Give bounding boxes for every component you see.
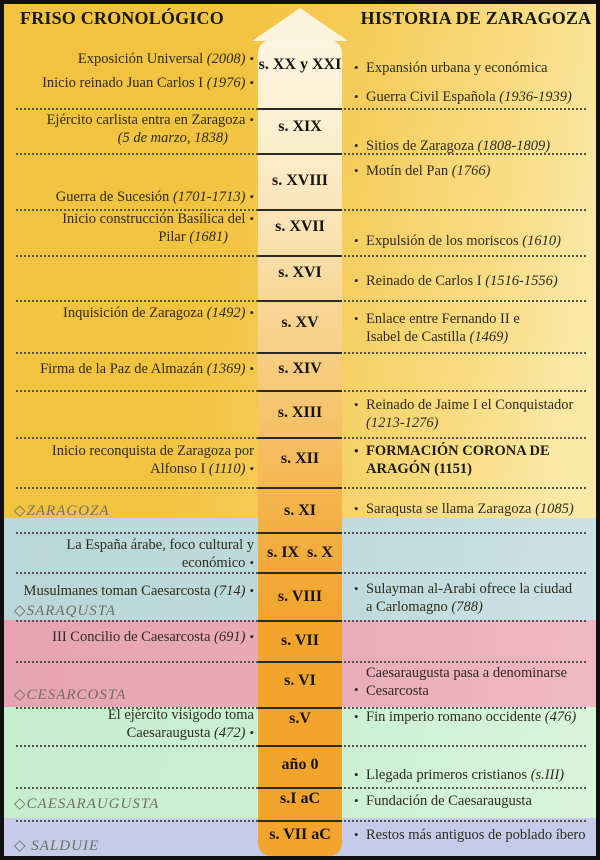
- century-label: s. XIV: [278, 360, 322, 377]
- timeline-rung: [258, 661, 342, 663]
- bullet-icon: [245, 461, 254, 477]
- event-right: • Reinado de Carlos I (1516-1556): [352, 272, 600, 290]
- left-column-title: FRISO CRONOLÓGICO: [20, 8, 224, 28]
- event-right: • Enlace entre Fernando II e Isabel de Castilla (1469): [352, 310, 600, 346]
- event-left: Musulmanes toman Caesarcosta (714)•: [0, 582, 254, 600]
- event-right: • Expulsión de los moriscos (1610): [352, 232, 600, 250]
- epoch-label-salduie: ◇ SALDUIE: [14, 838, 100, 854]
- bullet-icon: [245, 75, 254, 91]
- bullet-icon: [245, 305, 254, 321]
- timeline-column: [258, 40, 342, 856]
- event-right: • Sulayman al-Arabi ofrece la ciudad a Carlomagno (788): [352, 580, 600, 616]
- bullet-icon: [354, 682, 359, 699]
- event-right: • Motín del Pan (1766): [352, 162, 600, 180]
- century-label: s. XX y XXI: [258, 56, 342, 73]
- event-left: Inicio reconquista de Zaragoza por Alfonso I (1110)•: [0, 442, 254, 478]
- timeline-rung: [258, 437, 342, 439]
- timeline-rung: [258, 209, 342, 211]
- event-left: Ejército carlista entra en Zaragoza• (5 de marzo, 1838): [0, 111, 254, 147]
- century-label: s. VII: [281, 632, 319, 649]
- century-label: s. VIII: [277, 588, 323, 605]
- event-right: • Fundación de Caesaraugusta: [352, 792, 600, 810]
- event-right: • Reinado de Jaime I el Conquistador (1213-1276): [352, 396, 600, 432]
- century-label: s. XI: [283, 502, 316, 519]
- timeline-rung: [258, 487, 342, 489]
- century-label: s.I aC: [279, 790, 320, 807]
- bullet-icon: [245, 583, 254, 599]
- bullet-icon: [354, 501, 359, 518]
- epoch-label-caesaraugusta: ◇CAESARAUGUSTA: [14, 796, 160, 812]
- epoch-label-saraqusta: ◇SARAQUSTA: [14, 603, 117, 619]
- right-column-title: HISTORIA DE ZARAGOZA: [360, 8, 592, 28]
- bullet-icon: [354, 793, 359, 810]
- bullet-icon: [245, 112, 254, 128]
- century-label: s. XII: [280, 450, 320, 467]
- event-left: Exposición Universal (2008)•: [0, 50, 254, 68]
- bullet-icon: [354, 827, 359, 844]
- event-right: • Fin imperio romano occidente (476): [352, 708, 600, 726]
- bullet-icon: [354, 163, 359, 180]
- bullet-icon: [354, 397, 359, 414]
- bullet-icon: [354, 60, 359, 77]
- timeline-rung: [258, 255, 342, 257]
- century-label: s. XVII: [275, 218, 325, 235]
- event-right: • Saraqusta se llama Zaragoza (1085): [352, 500, 600, 518]
- bullet-icon: [354, 273, 359, 290]
- event-left: Inquisición de Zaragoza (1492)•: [0, 304, 254, 322]
- timeline-rung: [258, 390, 342, 392]
- event-left: Firma de la Paz de Almazán (1369)•: [0, 360, 254, 378]
- timeline-rung: [258, 300, 342, 302]
- bullet-icon: [354, 709, 359, 726]
- event-left: Inicio construcción Basílica del• Pilar (1681): [0, 210, 254, 246]
- event-right: • FORMACIÓN CORONA DE ARAGÓN (1151): [352, 442, 600, 478]
- bullet-icon: [245, 189, 254, 205]
- century-label: año 0: [281, 756, 319, 773]
- bullet-icon: [245, 629, 254, 645]
- bullet-icon: [245, 361, 254, 377]
- event-left: El ejército visigodo toma Caesaraugusta (472)•: [0, 706, 254, 742]
- bullet-icon: [245, 555, 254, 571]
- timeline-rung: [258, 820, 342, 822]
- event-right: • Caesaraugusta pasa a denominarse Cesarcosta: [352, 664, 600, 700]
- century-label: s. IX s. X: [267, 544, 333, 561]
- timeline-rung: [258, 745, 342, 747]
- event-left: La España árabe, foco cultural y económico•: [0, 536, 254, 572]
- event-right: • Llegada primeros cristianos (s.III): [352, 766, 600, 784]
- timeline-rung: [258, 532, 342, 534]
- century-label: s. XVI: [278, 264, 322, 281]
- epoch-label-zaragoza: ◇ZARAGOZA: [14, 503, 110, 519]
- timeline-rung: [258, 787, 342, 789]
- epoch-label-cesarcosta: ◇CESARCOSTA: [14, 687, 127, 703]
- bullet-icon: [354, 233, 359, 250]
- timeline-rung: [258, 108, 342, 110]
- bullet-icon: [354, 311, 359, 328]
- timeline-rung: [258, 572, 342, 574]
- bullet-icon: [354, 443, 359, 460]
- bullet-icon: [245, 51, 254, 67]
- century-label: s.V: [289, 710, 311, 727]
- timeline-rung: [258, 352, 342, 354]
- event-right: • Sitios de Zaragoza (1808-1809): [352, 137, 600, 155]
- event-left: Inicio reinado Juan Carlos I (1976)•: [0, 74, 254, 92]
- bullet-icon: [354, 581, 359, 598]
- event-right: • Restos más antiguos de poblado íbero: [352, 826, 600, 844]
- timeline-rung: [258, 707, 342, 709]
- century-label: s. XVIII: [271, 172, 328, 189]
- timeline-rung: [258, 620, 342, 622]
- event-left: Guerra de Sucesión (1701-1713)•: [0, 188, 254, 206]
- century-label: s. VI: [284, 672, 316, 689]
- century-label: s. XV: [281, 314, 319, 331]
- bullet-icon: [354, 89, 359, 106]
- event-left: III Concilio de Caesarcosta (691)•: [0, 628, 254, 646]
- event-right: • Expansión urbana y económica: [352, 59, 600, 77]
- bullet-icon: [245, 725, 254, 741]
- century-label: s. XIII: [277, 404, 323, 421]
- timeline-rung: [258, 153, 342, 155]
- century-label: s. VII aC: [269, 826, 331, 843]
- century-label: s. XIX: [278, 118, 322, 135]
- bullet-icon: [245, 211, 254, 227]
- bullet-icon: [354, 767, 359, 784]
- event-right: • Guerra Civil Española (1936-1939): [352, 88, 600, 106]
- bullet-icon: [354, 138, 359, 155]
